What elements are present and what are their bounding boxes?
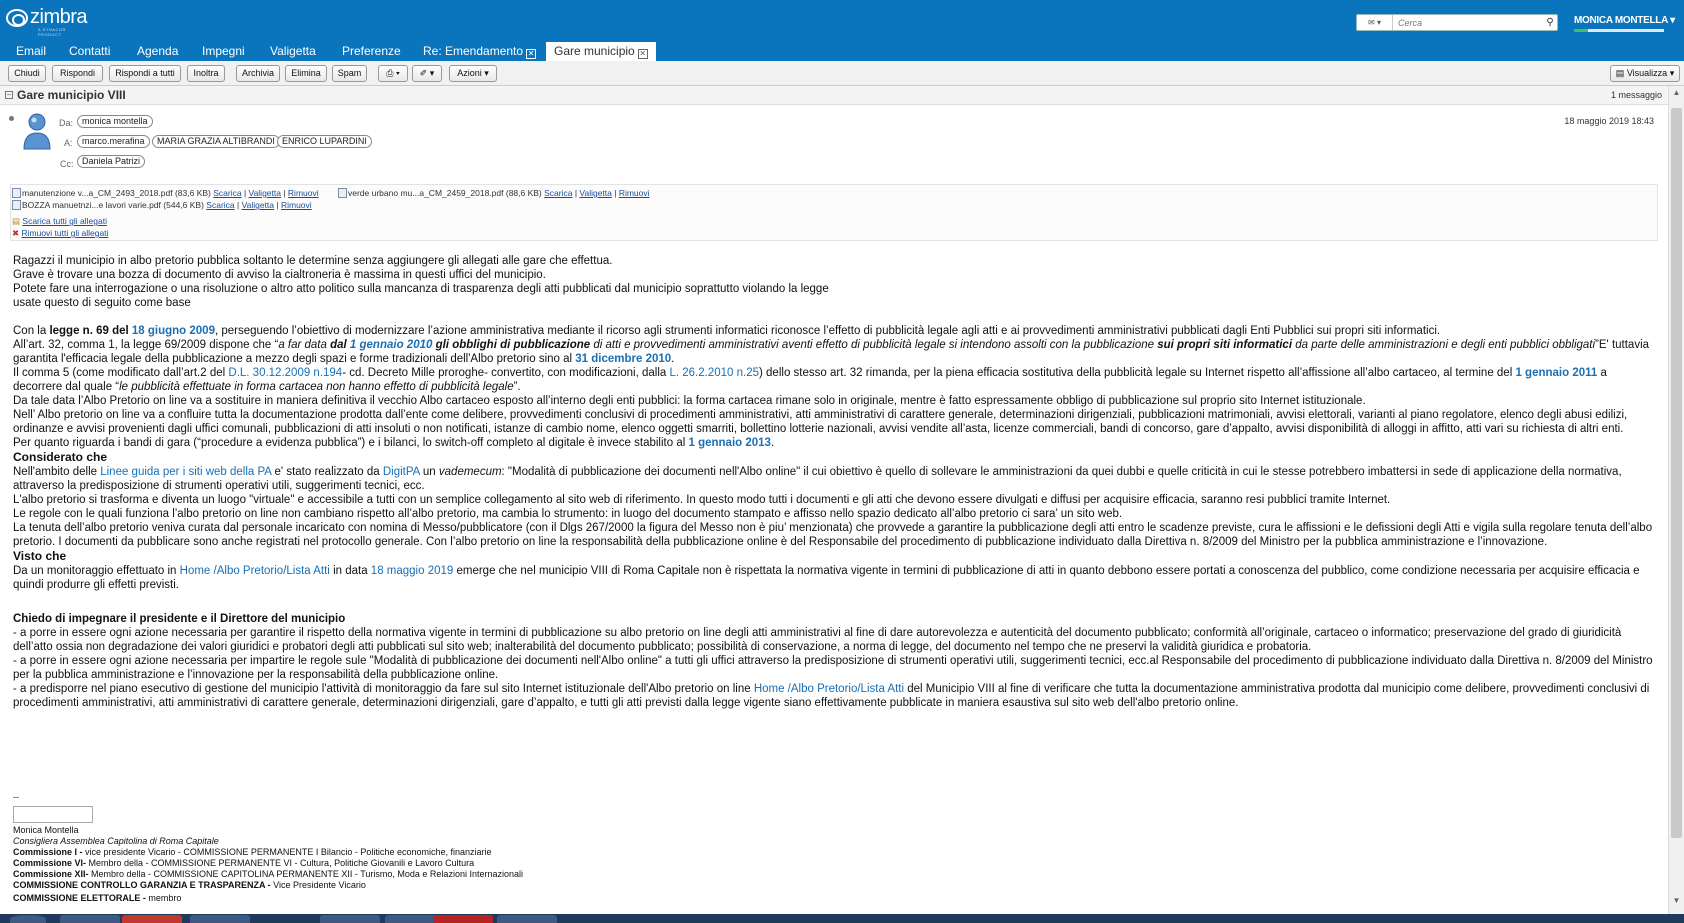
to-chip[interactable]: ENRICO LUPARDINI — [277, 135, 372, 148]
user-name: MONICA MONTELLA — [1574, 15, 1668, 26]
actions-dropdown-button[interactable] — [449, 65, 497, 82]
tab-gare-municipio[interactable] — [546, 42, 656, 61]
download-link[interactable]: Scarica — [544, 188, 573, 198]
body-paragraph: L'albo pretorio si trasforma e diventa un luogo "virtuale" e accessibile a tutti con un semplice collegamento al sito web di riferimento. In questo modo tutti i documenti e gli atti che devono essere divulgati e diffusi per acquisire efficacia, saranno resi pubblici tramite Internet. — [13, 494, 1391, 506]
attachment-name[interactable]: manutenzione v...a_CM_2493_2018.pdf — [22, 188, 173, 198]
date-link[interactable]: 1 gennaio 2011 — [1515, 367, 1598, 379]
section-heading: Considerato che — [13, 450, 108, 464]
unread-indicator[interactable] — [9, 116, 14, 121]
tag-dropdown-button[interactable] — [412, 65, 442, 82]
section-heading: Visto che — [13, 549, 67, 563]
to-chip[interactable]: MARIA GRAZIA ALTIBRANDI — [152, 135, 280, 148]
date-link[interactable]: 31 dicembre 2010 — [575, 353, 672, 365]
scroll-up-icon[interactable]: ▲ — [1672, 88, 1681, 97]
albo-link[interactable]: Home /Albo Pretorio/Lista Atti — [179, 565, 330, 577]
zimbra-logo[interactable] — [6, 6, 88, 37]
tab-impegni[interactable] — [202, 42, 245, 61]
actions-label: Azioni — [457, 68, 482, 78]
body-paragraph: Il comma 5 (come modificato dall’art.2 del D.L. 30.12.2009 n.194- cd. Decreto Mille proroghe- convertito, con modificazioni, dalla L. 26.2.2010 n.25) dello stesso art. 32 rimanda, per la piena efficacia sostitutiva della pubblicità legale su Internet rispetto all’affissione all’albo cartaceo, al termine del 1 gennaio 2011 a decorrere dal quale “le pubblicità effettuate in forma cartacea non hanno effetto di pubblicità legale”. — [13, 367, 1607, 393]
tab-label: Gare municipio — [554, 44, 635, 58]
attachment-item: verde urbano mu...a_CM_2459_2018.pdf (88,6 KB) Scarica | Valigetta | Rimuovi — [338, 188, 650, 198]
tag-icon: ✐ — [419, 68, 428, 78]
tab-label: Contatti — [69, 44, 111, 58]
law-link[interactable]: D.L. 30.12.2009 n.194 — [228, 367, 343, 379]
body-paragraph: All’art. 32, comma 1, la legge 69/2009 dispone che “a far data dal 1 gennaio 2010 gli obblighi di pubblicazione di atti e provvedimenti amministrativi aventi effetto di pubblicità legale si intendono assolti con la pubblicazione sui propri siti informatici da parte delle amministrazioni e degli enti pubblici obbligati”E' tuttavia garantita l'efficacia legale della pubblicazione a mezzo degli spazi e forme tradizionali dell'Albo pretorio sino al 31 dicembre 2010. — [13, 339, 1650, 365]
print-dropdown-button[interactable] — [378, 65, 408, 82]
date-link[interactable]: 1 gennaio 2010 — [349, 339, 433, 351]
taskbar-app-icon[interactable] — [497, 915, 557, 923]
remove-link[interactable]: Rimuovi — [287, 188, 319, 198]
tab-preferenze[interactable] — [342, 42, 401, 61]
forward-button[interactable]: Inoltra — [187, 65, 225, 82]
message-count: 1 messaggio — [1610, 90, 1662, 100]
tab-label: Re: Emendamento — [423, 44, 524, 58]
briefcase-link[interactable]: Valigetta — [241, 200, 275, 210]
logo-subtitle: A SYNACOR PRODUCT — [38, 27, 66, 37]
top-bar — [0, 0, 1684, 42]
body-paragraph: Da un monitoraggio effettuato in Home /Albo Pretorio/Lista Atti in data 18 maggio 2019 emerge che nel municipio VIII di Roma Capitale non è rispettata la normativa vigente in termini di pubblicazione di atti in quanto debbono essere portati a conoscenza del pubblico, come condizione necessaria per acquisire efficacia e quindi produrre gli effetti previsti. — [13, 565, 1640, 591]
signature-name: Monica Montella — [13, 825, 79, 835]
taskbar-app-icon[interactable] — [320, 915, 380, 923]
date-link[interactable]: 18 giugno 2009 — [131, 325, 215, 337]
tab-re-emendamento[interactable] — [423, 42, 536, 61]
albo-link[interactable]: Home /Albo Pretorio/Lista Atti — [753, 683, 905, 695]
pdf-file-icon — [12, 188, 21, 198]
signature-line: Commissione VI- Membro della - COMMISSIONE PERMANENTE VI - Cultura, Politiche Giovanili e Lavoro Cultura — [13, 858, 475, 868]
tab-label: Email — [16, 44, 47, 58]
taskbar-app-icon[interactable] — [60, 915, 120, 923]
chevron-down-icon: ▾ — [429, 68, 435, 78]
message-date: 18 maggio 2019 18:43 — [1564, 116, 1654, 126]
from-chip[interactable]: monica montella — [77, 115, 153, 128]
tab-agenda[interactable] — [137, 42, 178, 61]
signature-line: Commissione I - vice presidente Vicario - COMMISSIONE PERMANENTE I Bilancio - Politiche economiche, finanziarie — [13, 847, 492, 857]
signature-role: Consigliera Assemblea Capitolina di Roma Capitale — [13, 836, 219, 846]
os-taskbar — [0, 914, 1684, 923]
tab-label: Agenda — [137, 44, 179, 58]
body-paragraph: usate questo di seguito come base — [13, 297, 191, 309]
tab-contatti[interactable] — [69, 42, 110, 61]
guidelines-link[interactable]: Linee guida per i siti web della PA — [100, 466, 272, 478]
user-menu[interactable] — [1574, 15, 1675, 26]
body-paragraph: - a predisporre nel piano esecutivo di gestione del municipio l'attività di monitoraggio da fare sul sito Internet istituzionale dell'Albo pretorio on line Home /Albo Pretorio/Lista Atti del Municipio VIII al fine di verificare che tutta la documentazione amministrativa prodotta dal municipio come delibere, provvedimenti conclusivi di procedimenti amministrativi, atti amministrativi di carattere generale, determinazioni dirigenziali, gare d’appalto, e tutti gli atti previsti dalla legge vigente siano effettivamente pubblicate in maniera esaustiva sul sito web dell'albo pretorio online. — [13, 683, 1650, 709]
remove-link[interactable]: Rimuovi — [618, 188, 650, 198]
remove-all-link[interactable]: Rimuovi tutti gli allegati — [21, 228, 109, 238]
body-paragraph: Da tale data l’Albo Pretorio on line va a sostituire in maniera definitiva il vecchio Albo cartaceo esposto all’interno degli enti pubblici: la forma cartacea rimane solo in originale, mentre è fatto espressamente obbligo di pubblicazione sul proprio sito Internet istituzionale. — [13, 395, 1366, 407]
mail-icon: ✉ — [1368, 18, 1375, 27]
digitpa-link[interactable]: DigitPA — [382, 466, 420, 478]
taskbar-app-icon[interactable] — [190, 915, 250, 923]
chevron-down-icon: ▾ — [395, 68, 400, 78]
search-icon[interactable]: ⚲ — [1546, 17, 1554, 28]
taskbar-app-icon[interactable] — [122, 915, 182, 923]
zip-icon: ▤ — [12, 216, 21, 226]
pdf-file-icon — [12, 200, 21, 210]
view-icon: ▤ — [1615, 68, 1625, 78]
date-link[interactable]: 18 maggio 2019 — [370, 565, 454, 577]
chevron-down-icon: ▾ — [1669, 68, 1675, 78]
cc-label: Cc: — [60, 159, 74, 169]
remove-all-row — [12, 228, 108, 239]
archive-button[interactable]: Archivia — [236, 65, 280, 82]
quota-bar — [1574, 29, 1664, 32]
body-paragraph: Per quanto riguarda i bandi di gara (“procedure a evidenza pubblica”) e i bilanci, lo switch-off completo al digitale è invece stabilito al 1 gennaio 2013. — [13, 437, 775, 449]
view-dropdown-button[interactable] — [1610, 65, 1680, 82]
close-tab-icon[interactable]: ✕ — [527, 49, 535, 58]
cc-chip[interactable]: Daniela Patrizi — [77, 155, 145, 168]
reply-all-button[interactable]: Rispondi a tutti — [109, 65, 181, 82]
conversation-header — [0, 86, 1668, 105]
start-icon[interactable] — [10, 915, 46, 923]
signature-line: COMMISSIONE CONTROLLO GARANZIA E TRASPARENZA - Vice Presidente Vicario — [13, 880, 366, 890]
body-paragraph: Nell’ Albo pretorio on line va a confluire tutta la documentazione prodotta dall’ente come delibere, provvedimenti conclusivi di procedimenti amministrativi, atti amministrativi di carattere generale, determinazioni dirigenziali, pubblicazioni matrimoniali, avvisi elettorali, varianti al piano regolatore, elenco degli abusi edilizi, ordinanze e avvisi provenienti dagli uffici comunali, pubblicazioni di atti insoluti o non notificati, istanze di cambio nome, elenco oggetti smarriti, bollettino lotterie nazionali, avvisi vendite all’asta, licenze commerciali, bandi di concorso, gare d’appalto, avvisi disponibilità di alloggi in affitto, atti vari su richiesta di altri enti. — [13, 409, 1628, 435]
signature-line: Commissione XII- Membro della - COMMISSIONE CAPITOLINA PERMANENTE XII - Turismo, Moda e Relazioni Internazionali — [13, 869, 523, 879]
tab-label: Preferenze — [342, 44, 401, 58]
conversation-subject: Gare municipio VIII — [17, 88, 126, 102]
date-link[interactable]: 1 gennaio 2013 — [688, 437, 771, 449]
briefcase-link[interactable]: Valigetta — [248, 188, 281, 198]
search-input[interactable] — [1393, 16, 1543, 30]
tab-label: Impegni — [202, 44, 245, 58]
chevron-down-icon: ▾ — [484, 68, 489, 78]
attachment-size: (88,6 KB) — [505, 188, 542, 198]
tab-email[interactable] — [16, 42, 46, 61]
reply-button[interactable]: Rispondi — [52, 65, 103, 82]
scrollbar[interactable] — [1668, 86, 1684, 914]
pdf-file-icon — [338, 188, 347, 198]
view-label: Visualizza — [1626, 68, 1668, 78]
message-toolbar — [0, 61, 1684, 86]
to-label: A: — [64, 138, 73, 148]
signature — [13, 792, 913, 904]
attachment-size: (544,6 KB) — [163, 200, 204, 210]
to-chip[interactable]: marco.merafina — [77, 135, 150, 148]
zimbra-logo-icon — [6, 9, 28, 27]
chevron-down-icon: ▾ — [1670, 15, 1675, 26]
section-heading: Chiedo di impegnare il presidente e il Direttore del municipio — [13, 613, 346, 625]
attachment-name[interactable]: BOZZA manuetnzi...e lavori varie.pdf — [22, 200, 161, 210]
remove-link[interactable]: Rimuovi — [280, 200, 312, 210]
body-paragraph: Le regole con le quali funziona l’albo pretorio on line non cambiano rispetto all’albo pretorio, ma cambia lo strumento: in luogo del documento stampato e affisso nello spazio dedicato all’albo pretorio ci sara’ un sito web. — [13, 508, 1123, 520]
avatar — [22, 111, 52, 151]
body-paragraph: La tenuta dell’albo pretorio veniva curata dal personale incaricato con nomina di Messo/pubblicatore (con il Dlgs 267/2000 la figura del Messo non è piu’ menzionata) che provvede a garantire la pubblicazione degli atti entro le scadenze previste, cura le affissioni e le defissioni degli Atti e vigila sulla regolare tenuta dell’albo pretorio. I documenti da pubblicare sono anche registrati nel protocollo generale. Con l’albo pretorio on line la responsabilità della pubblicazione online è del Responsabile del procedimento di pubblicazione individuato dalla Direttiva n. 8/2009 del Ministro per la pubblica amministrazione e l’innovazione. — [13, 522, 1653, 548]
attachment-name[interactable]: verde urbano mu...a_CM_2459_2018.pdf — [348, 188, 504, 198]
chevron-down-icon: ▾ — [1376, 18, 1381, 27]
download-link[interactable]: Scarica — [206, 200, 235, 210]
print-icon: ⎙ — [386, 68, 394, 78]
delete-button[interactable]: Elimina — [285, 65, 327, 82]
tab-valigetta[interactable] — [270, 42, 316, 61]
attachment-item: manutenzione v...a_CM_2493_2018.pdf (83,6 KB) Scarica | Valigetta | Rimuovi — [12, 188, 319, 198]
scroll-thumb[interactable] — [1671, 108, 1682, 838]
body-paragraph: Con la legge n. 69 del 18 giugno 2009, perseguendo l’obiettivo di modernizzare l’azione amministrativa mediante il ricorso agli strumenti informatici riconosce l’effetto di pubblicità legale agli atti e ai provvedimenti amministrativi pubblicati dagli Enti Pubblici sui propri siti informatici. — [13, 325, 1441, 337]
search-box — [1356, 14, 1558, 31]
collapse-icon[interactable]: − — [6, 90, 12, 99]
attachment-item: BOZZA manuetnzi...e lavori varie.pdf (544,6 KB) Scarica | Valigetta | Rimuovi — [12, 200, 312, 210]
taskbar-app-icon[interactable] — [433, 915, 493, 923]
tab-label: Valigetta — [270, 44, 316, 58]
search-type-dropdown[interactable] — [1357, 15, 1393, 30]
signature-line: COMMISSIONE ELETTORALE - membro — [13, 893, 182, 903]
briefcase-link[interactable]: Valigetta — [579, 188, 612, 198]
body-paragraph: Ragazzi il municipio in albo pretorio pubblica soltanto le determine senza aggiungere gli allegati alle gare che effettua. — [13, 255, 613, 267]
signature-image — [13, 806, 93, 823]
logo-text: zimbra — [30, 6, 88, 28]
law-link[interactable]: L. 26.2.2010 n.25 — [669, 367, 760, 379]
close-button[interactable]: Chiudi — [8, 65, 46, 82]
download-all-row — [12, 216, 107, 227]
body-paragraph: - a porre in essere ogni azione necessaria per impartire le regole sule "Modalità di pubblicazione dei documenti nell'Albo online" a tutti gli uffici attraverso la predisposizione di strumenti operativi utili, suggerimenti tecnici, ecc.al Responsabile del procedimento di pubblicazione individuato dalla Direttiva n. 8/2009 del Ministro per la pubblica amministrazione e l’innovazione per la responsabilità della pubblicazione online. — [13, 655, 1653, 681]
scroll-down-icon[interactable]: ▼ — [1672, 896, 1681, 905]
attachment-size: (83,6 KB) — [174, 188, 211, 198]
remove-all-icon: ✖ — [12, 228, 20, 238]
spam-button[interactable]: Spam — [332, 65, 367, 82]
download-all-link[interactable]: Scarica tutti gli allegati — [22, 216, 107, 226]
from-label: Da: — [59, 118, 74, 128]
signature-separator: -- — [13, 792, 19, 802]
body-paragraph: Potete fare una interrogazione o una risoluzione o altro atto politico sulla mancanza di trasparenza degli atti pubblicati dal municipio soprattutto violando la legge — [13, 283, 829, 295]
body-paragraph: Grave è trovare una bozza di documento di avviso la cialtroneria è massima in questi uffici del municipio. — [13, 269, 546, 281]
close-tab-icon[interactable]: ✕ — [639, 49, 647, 58]
download-link[interactable]: Scarica — [213, 188, 242, 198]
body-paragraph: Nell'ambito delle Linee guida per i siti web della PA e' stato realizzato da DigitPA un vademecum: "Modalità di pubblicazione dei documenti nell'Albo online" il cui obiettivo è quello di sollevare le amministrazioni da quei dubbi e quelle criticità in cui le stesse potrebbero imbattersi in sede di applicazione della normativa, attraverso la predisposizione di strumenti operativi utili, suggerimenti tecnici, ecc. — [13, 466, 1622, 492]
app-tabs — [0, 42, 1684, 61]
message-body — [13, 254, 1653, 710]
body-paragraph: - a porre in essere ogni azione necessaria per garantire il rispetto della normativa vigente in termini di pubblicazione su albo pretorio on line degli atti amministrativi al fine di dare autorevolezza e autenticità del documento pubblicato; conformità all’originale, cartaceo o informatico; preservazione del grado di giuridicità dell’atto ossia non degradazione dei valori giuridici e probatori degli atti pubblicati sul sito web; inalterabilità del documento pubblicato; possibilità di conservazione, a norma di legge, del documento nel tempo che ne preservi la validità giuridica e probatoria. — [13, 627, 1622, 653]
